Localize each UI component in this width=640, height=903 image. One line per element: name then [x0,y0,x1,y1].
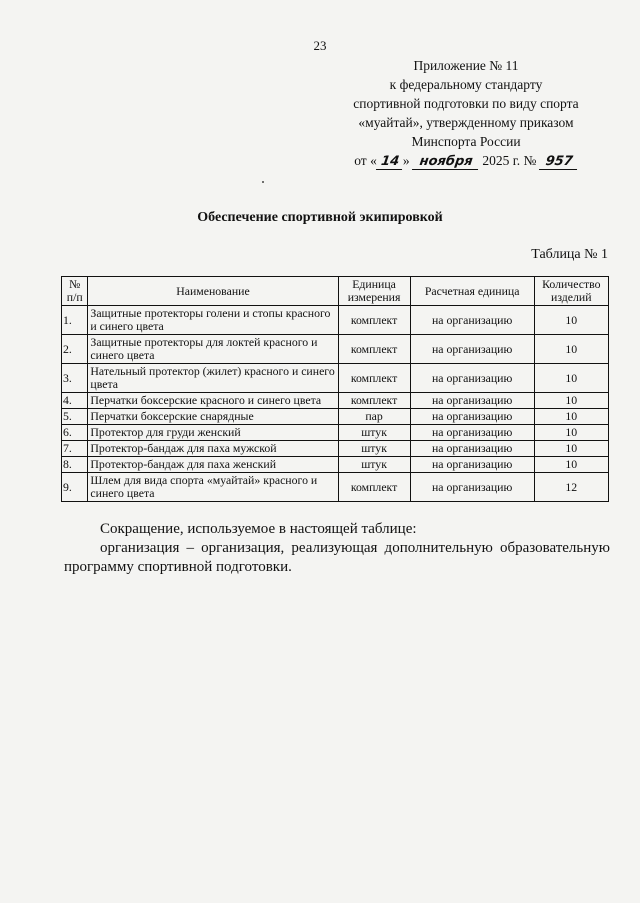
table-row [62,425,609,441]
order-year: 2025 г. № [482,153,537,168]
abbreviation-note [64,520,610,577]
table-row [62,441,609,457]
table-row [62,364,609,393]
table-row [62,457,609,473]
row-name: Протектор для груди женский [88,425,338,441]
row-num: 9. [62,473,88,502]
order-number-handwritten: 957 [539,155,579,170]
appendix-line-3: спортивной подготовки по виду спорта [353,96,579,111]
document-title: Обеспечение спортивной экипировкой [197,210,443,225]
row-calc: на организацию [410,306,534,335]
table-row [62,409,609,425]
row-qty: 10 [534,425,608,441]
row-calc: на организацию [410,335,534,364]
row-qty: 10 [534,335,608,364]
row-unit: комплект [338,473,410,502]
row-unit: пар [338,409,410,425]
order-prefix: от « [354,153,377,168]
row-unit: штук [338,441,410,457]
row-calc: на организацию [410,409,534,425]
table-row [62,306,609,335]
table-row [62,335,609,364]
row-calc: на организацию [410,457,534,473]
header-num: № п/п [62,277,88,306]
row-unit: штук [338,425,410,441]
table-row [62,473,609,502]
row-name: Протектор-бандаж для паха мужской [88,441,338,457]
header-unit: Единица измерения [338,277,410,306]
table-label: Таблица № 1 [531,247,608,262]
equipment-table [61,276,609,502]
header-calc: Расчетная единица [410,277,534,306]
scan-speck [262,181,264,183]
row-unit: штук [338,457,410,473]
appendix-line-1: Приложение № 11 [413,58,519,73]
row-qty: 12 [534,473,608,502]
row-name: Шлем для вида спорта «муайтай» красного и синего цвета [88,473,338,502]
row-qty: 10 [534,393,608,409]
row-qty: 10 [534,364,608,393]
order-month-handwritten: ноября [412,155,480,170]
row-name: Перчатки боксерские красного и синего цвета [88,393,338,409]
row-unit: комплект [338,335,410,364]
row-calc: на организацию [410,393,534,409]
row-unit: комплект [338,306,410,335]
order-mid: » [402,153,410,168]
header-qty: Количество изделий [534,277,608,306]
table-row [62,393,609,409]
row-calc: на организацию [410,425,534,441]
row-unit: комплект [338,364,410,393]
row-calc: на организацию [410,364,534,393]
row-name: Перчатки боксерские снарядные [88,409,338,425]
row-num: 3. [62,364,88,393]
row-num: 2. [62,335,88,364]
row-num: 7. [62,441,88,457]
note-heading: Сокращение, используемое в настоящей таблице: [100,521,417,537]
row-qty: 10 [534,457,608,473]
note-definition: организация – организация, реализующая дополнительную образовательную программу спортивной подготовки. [64,540,610,575]
row-num: 5. [62,409,88,425]
row-name: Защитные протекторы голени и стопы красного и синего цвета [88,306,338,335]
row-num: 8. [62,457,88,473]
order-day-handwritten: 14 [376,155,404,170]
row-num: 4. [62,393,88,409]
order-reference [330,151,602,170]
row-num: 6. [62,425,88,441]
row-unit: комплект [338,393,410,409]
appendix-line-4: «муайтай», утвержденному приказом [358,115,574,130]
row-calc: на организацию [410,473,534,502]
page-number: 23 [313,38,327,53]
appendix-header [330,56,602,170]
table-header-row [62,277,609,306]
row-name: Нательный протектор (жилет) красного и синего цвета [88,364,338,393]
row-name: Протектор-бандаж для паха женский [88,457,338,473]
appendix-line-2: к федеральному стандарту [389,77,543,92]
header-name: Наименование [88,277,338,306]
row-calc: на организацию [410,441,534,457]
row-qty: 10 [534,306,608,335]
appendix-line-5: Минспорта России [411,134,521,149]
row-name: Защитные протекторы для локтей красного и синего цвета [88,335,338,364]
row-qty: 10 [534,409,608,425]
row-num: 1. [62,306,88,335]
row-qty: 10 [534,441,608,457]
